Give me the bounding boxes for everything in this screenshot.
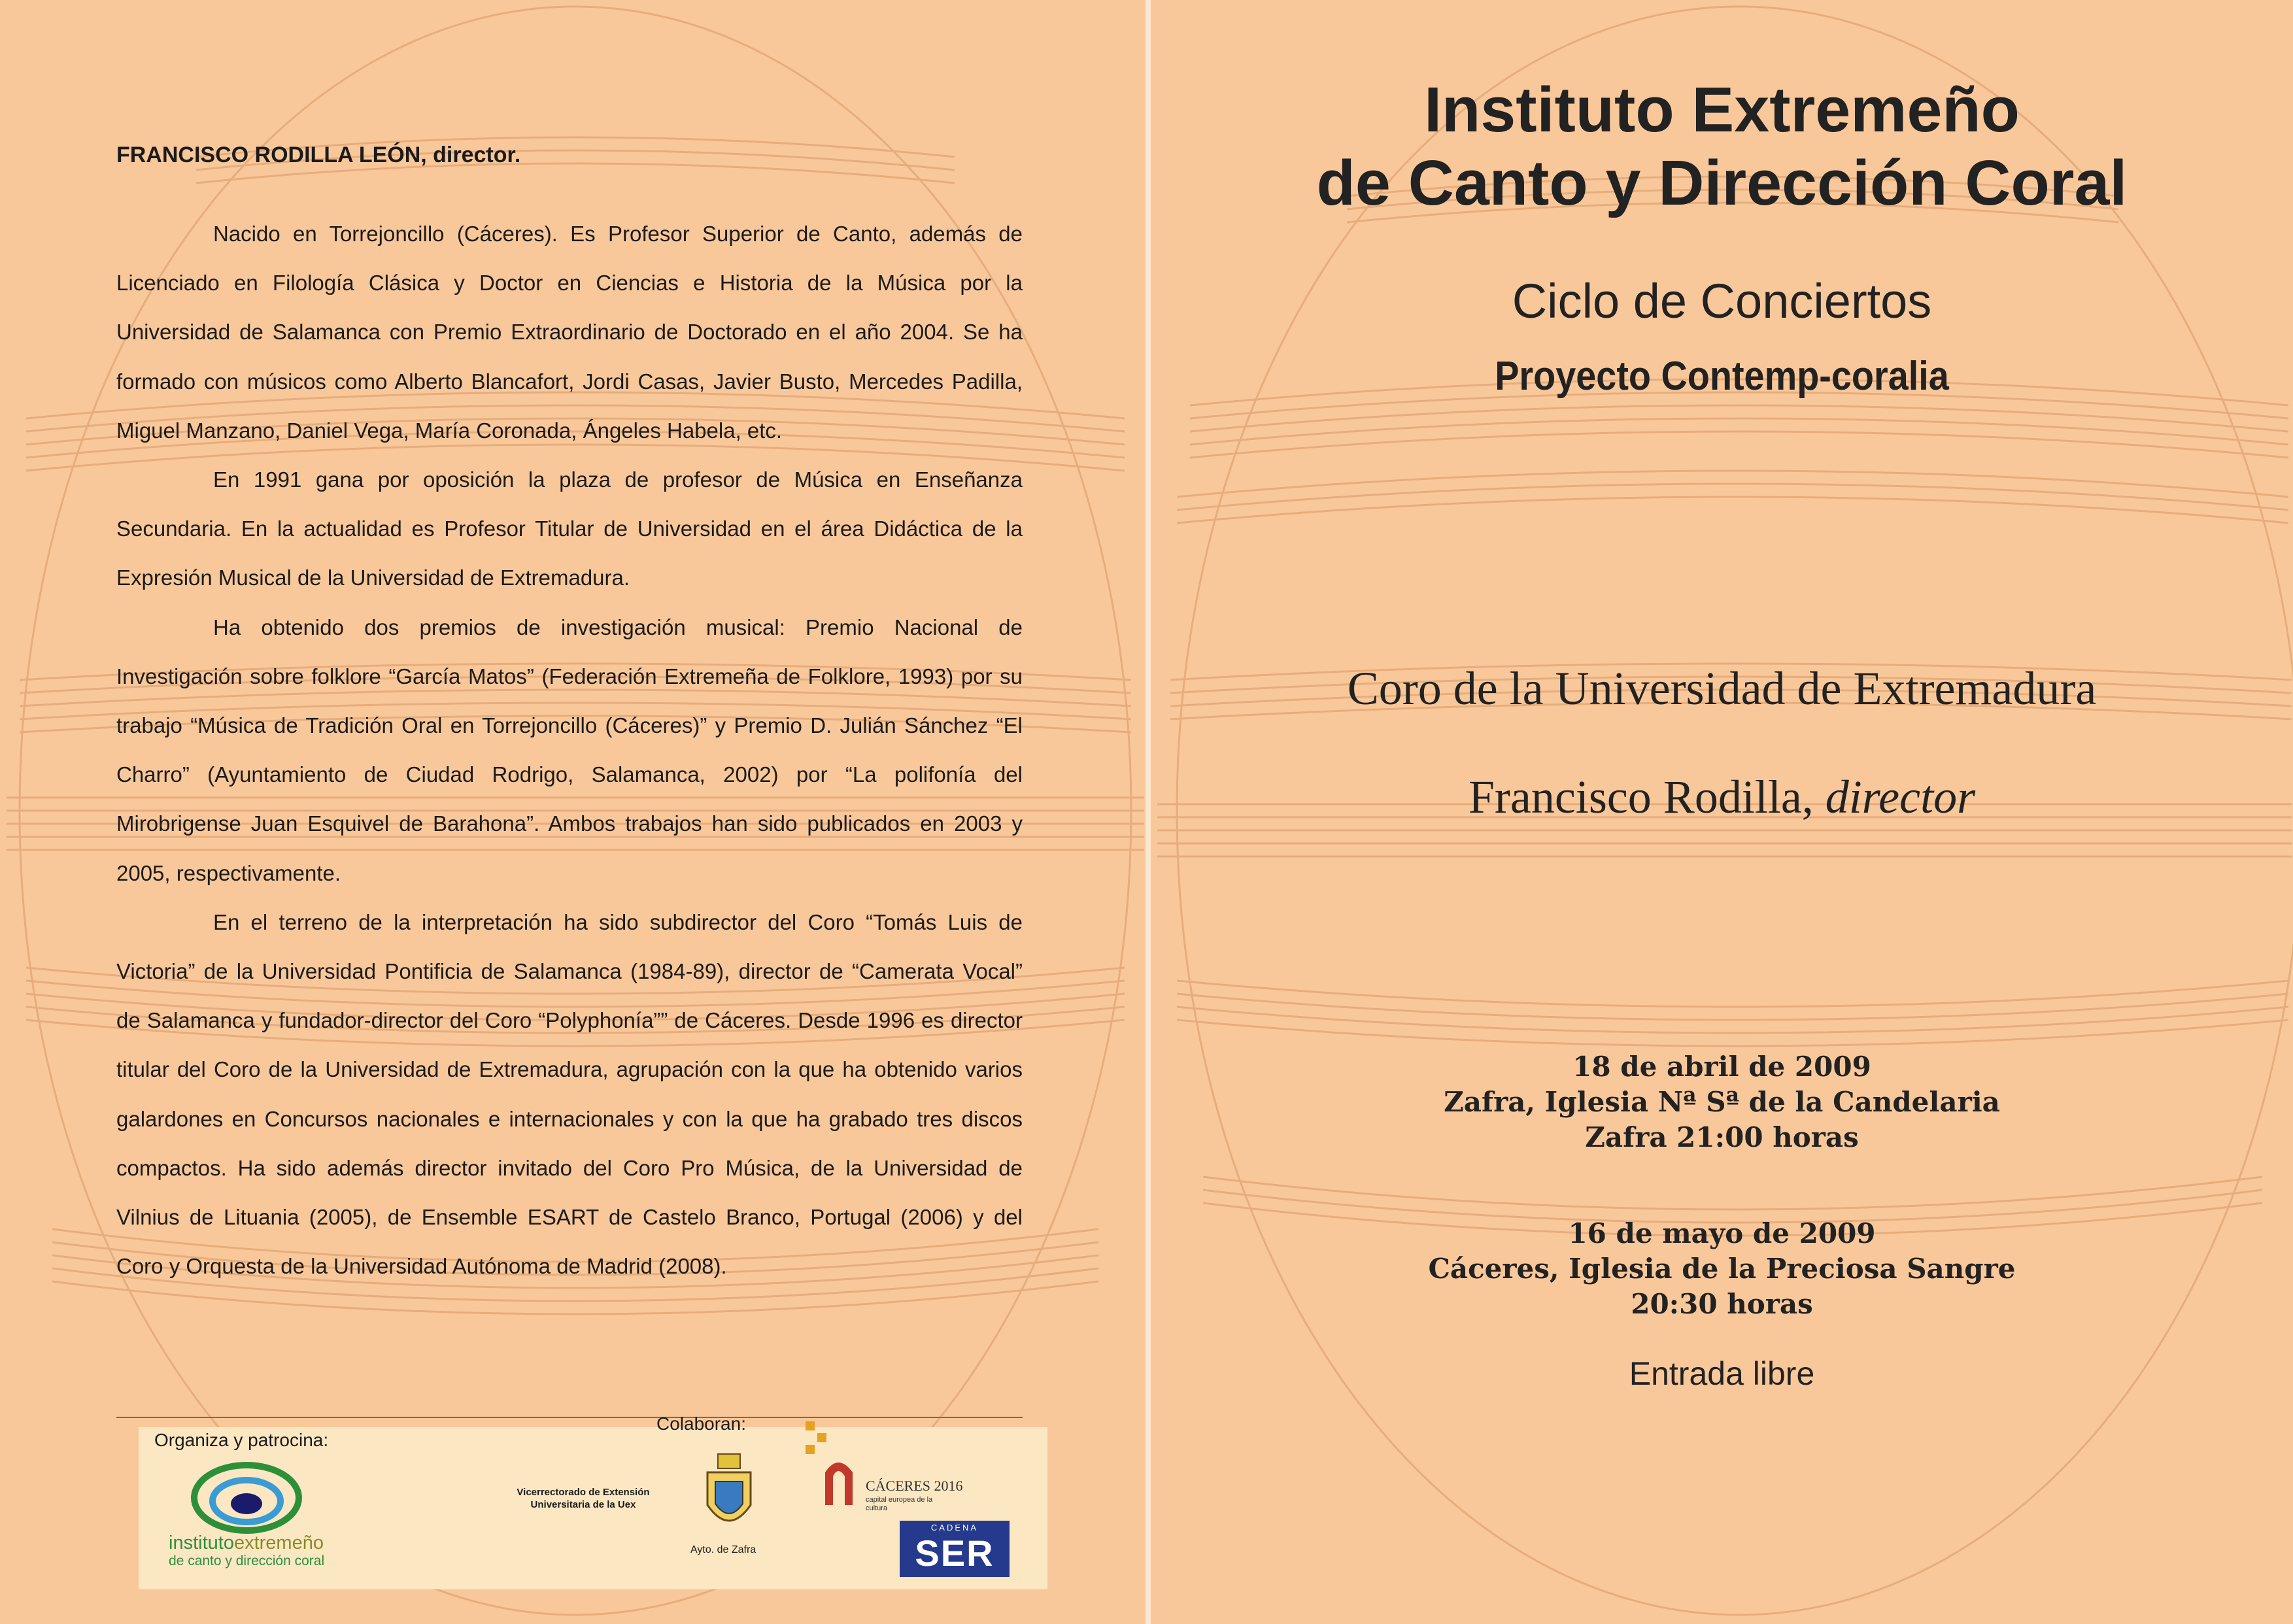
zafra-coat-of-arms-icon: [701, 1453, 757, 1538]
caceres-2016-logo-icon: [806, 1420, 864, 1518]
concert-1-date: 18 de abril de 2009: [1572, 1051, 1871, 1083]
ciclo-heading: Ciclo de Conciertos: [1512, 274, 1932, 328]
bio-paragraph: Nacido en Torrejoncillo (Cáceres). Es Profesor Superior de Canto, además de Licenciado en Filología Clásica y Doctor en Ciencias e Historia de la Música por la Universidad de Salamanca con Premio Extraordinario de Doctorado en el año 2004. Se ha formado con músicos como Alberto Blancafort, Jordi Casas, Javier Busto, Mercedes Padilla, Miguel Manzano, Daniel Vega, María Coronada, Ángeles Habela, etc.: [116, 222, 1023, 443]
cadena-label: CADENA: [930, 1523, 979, 1532]
fold-divider: [1146, 0, 1151, 1624]
bio-paragraph: En 1991 gana por oposición la plaza de profesor de Música en Enseñanza Secundaria. En la actualidad es Profesor Titular de Universidad en el área Didáctica de la Expresión Musical de la Universidad de Extremadura.: [116, 467, 1023, 590]
concert-2-time: 20:30 horas: [1631, 1288, 1813, 1320]
bio-paragraph: Ha obtenido dos premios de investigación musical: Premio Nacional de Investigación sobre folklore “García Matos” (Federación Extremeña de Folklore, 1993) por su trabajo “Música de Tradición Oral en Torrejoncillo (Cáceres)” y Premio D. Julián Sánchez “El Charro” (Ayuntamiento de Ciudad Rodrigo, Salamanca, 2002) por “La polifonía del Mirobrigense Juan Esquivel de Barahona”. Ambos trabajos han sido publicados en 2003 y 2005, respectivamente.: [116, 615, 1023, 885]
page-title: [1151, 73, 2293, 220]
instituto-logo-subtext: de canto y dirección coral: [169, 1553, 325, 1568]
choir-name: Coro de la Universidad de Extremadura: [1347, 662, 2097, 715]
entrada-libre: Entrada libre: [1629, 1355, 1815, 1392]
bio-text: [116, 209, 1023, 1291]
ser-label: SER: [915, 1532, 994, 1574]
instituto-logo-text: institutoextremeño: [169, 1532, 324, 1553]
title-line-1: Instituto Extremeño: [1424, 74, 2020, 145]
zafra-label: Ayto. de Zafra: [690, 1544, 756, 1555]
director-name: Francisco Rodilla,: [1468, 771, 1814, 823]
concert-2-date: 16 de mayo de 2009: [1568, 1217, 1876, 1249]
director-role: director: [1825, 771, 1976, 823]
caceres-2016-subtitle: capital europea de la cultura: [866, 1496, 933, 1512]
organiza-label: Organiza y patrocina:: [154, 1430, 329, 1450]
concert-2-place: Cáceres, Iglesia de la Preciosa Sangre: [1428, 1253, 2016, 1285]
vicerrectorado-label: Vicerrectorado de Extensión Universitaria de la Uex: [517, 1487, 650, 1510]
colaboran-label: Colaboran:: [656, 1413, 746, 1434]
director-line: [1151, 770, 2293, 824]
instituto-logo-icon: [191, 1462, 302, 1534]
title-line-2: de Canto y Dirección Coral: [1316, 147, 2128, 218]
bio-heading: FRANCISCO RODILLA LEÓN, director.: [116, 143, 521, 167]
concert-1-place: Zafra, Iglesia Nª Sª de la Candelaria: [1444, 1086, 2000, 1118]
cadena-ser-logo: [900, 1521, 1010, 1577]
concert-1: [1151, 1049, 2293, 1155]
bio-paragraph: En el terreno de la interpretación ha sido subdirector del Coro “Tomás Luis de Victoria” de la Universidad Pontificia de Salamanca (1984-89), director de “Camerata Vocal” de Salamanca y fundador-director del Coro “Polyphonía”” de Cáceres. Desde 1996 es director titular del Coro de la Universidad de Extremadura, agrupación con la que ha obtenido varios galardones en Concursos nacionales e internacionales y con la que ha grabado tres discos compactos. Ha sido además director invitado del Coro Pro Música, de la Universidad de Vilnius de Lituania (2005), de Ensemble ESART de Castelo Branco, Portugal (2006) y del Coro y Orquesta de la Universidad Autónoma de Madrid (2008).: [116, 909, 1023, 1279]
concert-2: [1151, 1216, 2293, 1322]
proyecto-heading: Proyecto Contemp-coralia: [1495, 354, 1949, 399]
sponsor-divider: [116, 1417, 1023, 1418]
caceres-2016-title: CÁCERES 2016: [866, 1478, 963, 1494]
concert-1-time: Zafra 21:00 horas: [1585, 1121, 1859, 1153]
